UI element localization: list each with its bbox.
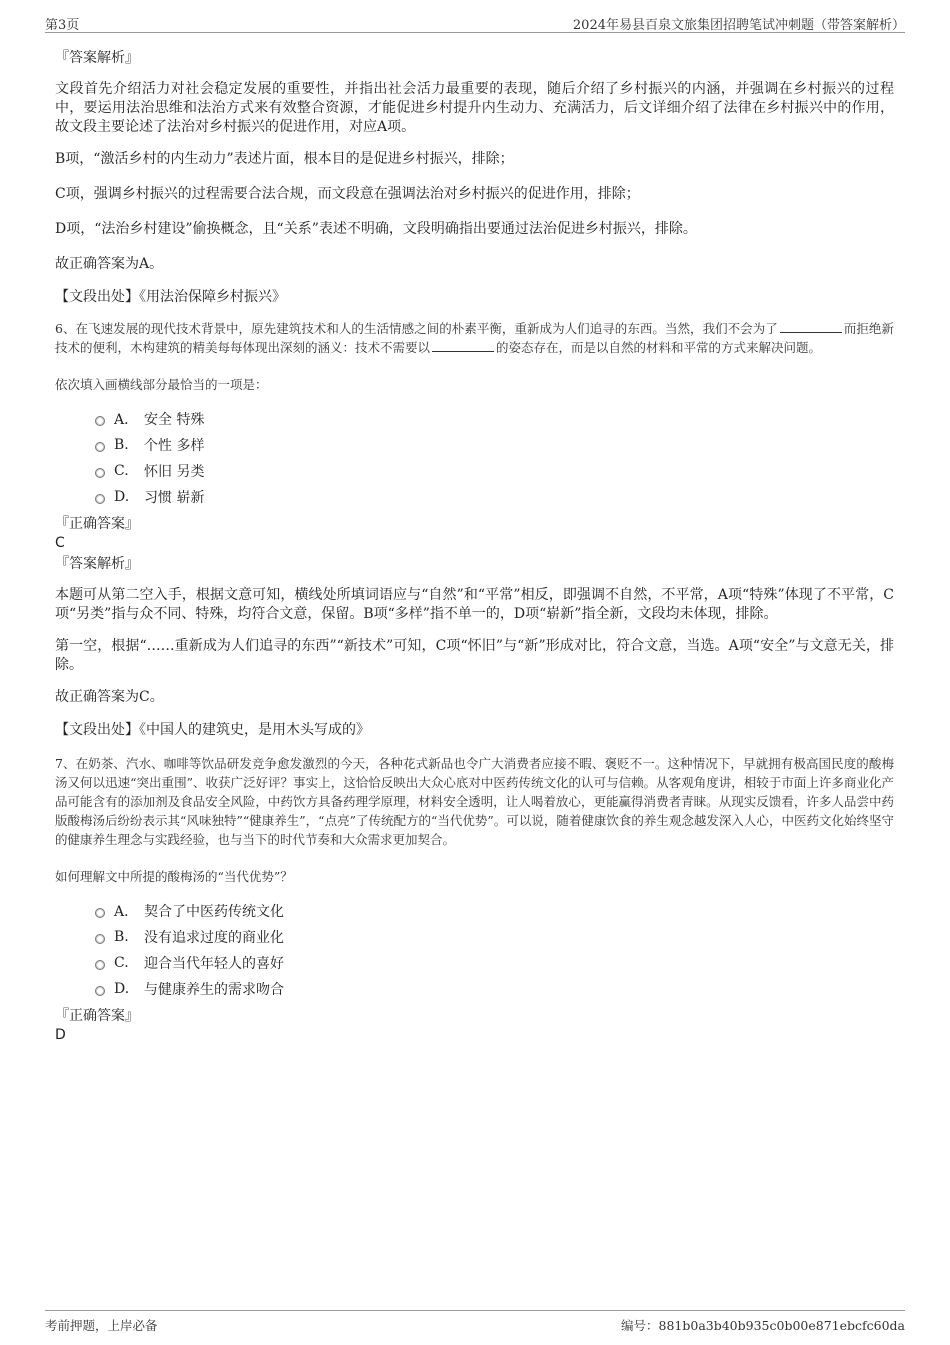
q5-analysis-paragraph: 文段首先介绍活力对社会稳定发展的重要性，并指出社会活力最重要的表现，随后介绍了乡村振兴的内涵，并强调在乡村振兴的过程中，要运用法治思维和法治方式来有效整合资源，才能促进乡村提升内生动力、充满活力，后文详细介绍了法律在乡村振兴中的作用，故文段主要论述了法治对乡村振兴的促进作用，对应A项。 [55, 81, 894, 135]
q6-prompt: 依次填入画横线部分最恰当的一项是： [55, 377, 268, 392]
document-code: 编号：881b0a3b40b935c0b00e871ebcfc60da [621, 1318, 905, 1333]
option-text: 迎合当代年轻人的喜好 [144, 956, 284, 972]
q5-analysis-paragraph: C项，强调乡村振兴的过程需要合法合规，而文段意在强调法治对乡村振兴的促进作用，排除； [55, 186, 640, 202]
option-text: 没有追求过度的商业化 [144, 930, 284, 946]
q6-option-c[interactable] [95, 458, 894, 484]
option-key: B. [114, 437, 129, 453]
q6-stem [55, 319, 894, 357]
q7-prompt: 如何理解文中所提的酸梅汤的“当代优势”？ [55, 869, 293, 884]
q6-correct-answer: C [55, 535, 65, 551]
radio-icon[interactable] [95, 934, 105, 944]
q6-source: 【文段出处】《中国人的建筑史，是用木头写成的》 [55, 722, 370, 738]
document-title: 2024年易县百泉文旅集团招聘笔试冲刺题（带答案解析） [572, 18, 905, 33]
radio-icon[interactable] [95, 908, 105, 918]
q7-correct-label: 『正确答案』 [55, 1008, 139, 1024]
option-text: 习惯 崭新 [144, 490, 205, 506]
q7-option-a[interactable] [95, 898, 894, 924]
page-number: 第3页 [45, 18, 80, 33]
q5-analysis-paragraph: D项，“法治乡村建设”偷换概念，且“关系”表述不明确，文段明确指出要通过法治促进乡村振兴，排除。 [55, 221, 697, 237]
option-key: B. [114, 929, 129, 945]
q7-option-d[interactable] [95, 976, 894, 1002]
radio-icon[interactable] [95, 960, 105, 970]
q7-option-c[interactable] [95, 950, 894, 976]
q6-answer-statement: 故正确答案为C。 [55, 689, 164, 705]
option-key: A． [114, 412, 139, 428]
option-text: 怀旧 另类 [144, 464, 205, 480]
radio-icon[interactable] [95, 468, 105, 478]
q7-stem: 7、在奶茶、汽水、咖啡等饮品研发竞争愈发激烈的今天，各种花式新品也令广大消费者应接不暇、褒贬不一。这种情况下，早就拥有极高国民度的酸梅汤又何以迅速“突出重围”、收获广泛好评？事实上，这恰恰反映出大众心底对中医药传统文化的认可与信赖。从客观角度讲，相较于市面上许多商业化产品可能含有的添加剂及食品安全风险，中药饮方具备药理学原理，材料安全透明，让人喝着放心，更能赢得消费者青睐。从现实反馈看，许多人品尝中药版酸梅汤后纷纷表示其“风味独特”“健康养生”，“点亮”了传统配方的“当代优势”。可以说，随着健康饮食的养生观念越发深入人心，中医药文化始终坚守的健康养生理念与实践经验，也与当下的时代节奏和大众需求更加契合。 [55, 756, 894, 847]
q6-stem-part1: 6、在飞速发展的现代技术背景中，原先建筑技术和人的生活情感之间的朴素平衡，重新成为人们追寻的东西。当然，我们不会为了 [55, 321, 778, 336]
option-key: D. [114, 981, 130, 997]
option-text: 个性 多样 [144, 438, 205, 454]
q6-option-d[interactable] [95, 484, 894, 510]
radio-icon[interactable] [95, 986, 105, 996]
q6-analysis-paragraph: 第一空，根据“……重新成为人们追寻的东西”“新技术”可知，C项“怀旧”与“新”形成对比，符合文意，当选。A项“安全”与文意无关，排除。 [55, 638, 894, 673]
footer-slogan: 考前押题，上岸必备 [45, 1318, 158, 1333]
option-text: 与健康养生的需求吻合 [144, 982, 284, 998]
page-content [55, 40, 894, 1044]
option-text: 安全 特殊 [144, 412, 205, 428]
option-key: A． [114, 904, 139, 920]
option-key: D. [114, 489, 130, 505]
radio-icon[interactable] [95, 442, 105, 452]
q6-blank-2 [432, 339, 494, 352]
option-key: C. [114, 955, 129, 971]
option-key: C. [114, 463, 129, 479]
q6-stem-part3: 的姿态存在，而是以自然的材料和平常的方式来解决问题。 [496, 340, 822, 355]
q7-correct-answer: D [55, 1027, 66, 1043]
page-header [45, 12, 905, 33]
q7-options [95, 898, 894, 1002]
q6-analysis-paragraph: 本题可从第二空入手，根据文意可知，横线处所填词语应与“自然”和“平常”相反，即强调不自然，不平常，A项“特殊”体现了不平常，C项“另类”指与众不同、特殊，均符合文意，保留。B项“多样”指不单一的，D项“崭新”指全新，文段均未体现，排除。 [55, 587, 894, 622]
q6-stem-part2: 而拒绝新技术的便利，木构建筑的精美每每体现出深刻的涵义：技术不需要以 [55, 321, 894, 355]
radio-icon[interactable] [95, 494, 105, 504]
q6-options [95, 406, 894, 510]
q6-analysis-label: 『答案解析』 [55, 556, 139, 572]
option-text: 契合了中医药传统文化 [144, 904, 284, 920]
q6-blank-1 [780, 320, 842, 333]
q5-analysis-paragraph: B项，“激活乡村的内生动力”表述片面，根本目的是促进乡村振兴，排除； [55, 151, 514, 167]
q6-correct-label: 『正确答案』 [55, 516, 139, 532]
radio-icon[interactable] [95, 416, 105, 426]
q7-option-b[interactable] [95, 924, 894, 950]
q6-option-b[interactable] [95, 432, 894, 458]
q5-answer-statement: 故正确答案为A。 [55, 256, 164, 272]
q5-analysis-label: 『答案解析』 [55, 50, 139, 66]
page-footer [45, 1310, 905, 1333]
q5-source: 【文段出处】《用法治保障乡村振兴》 [55, 289, 286, 305]
q6-option-a[interactable] [95, 406, 894, 432]
